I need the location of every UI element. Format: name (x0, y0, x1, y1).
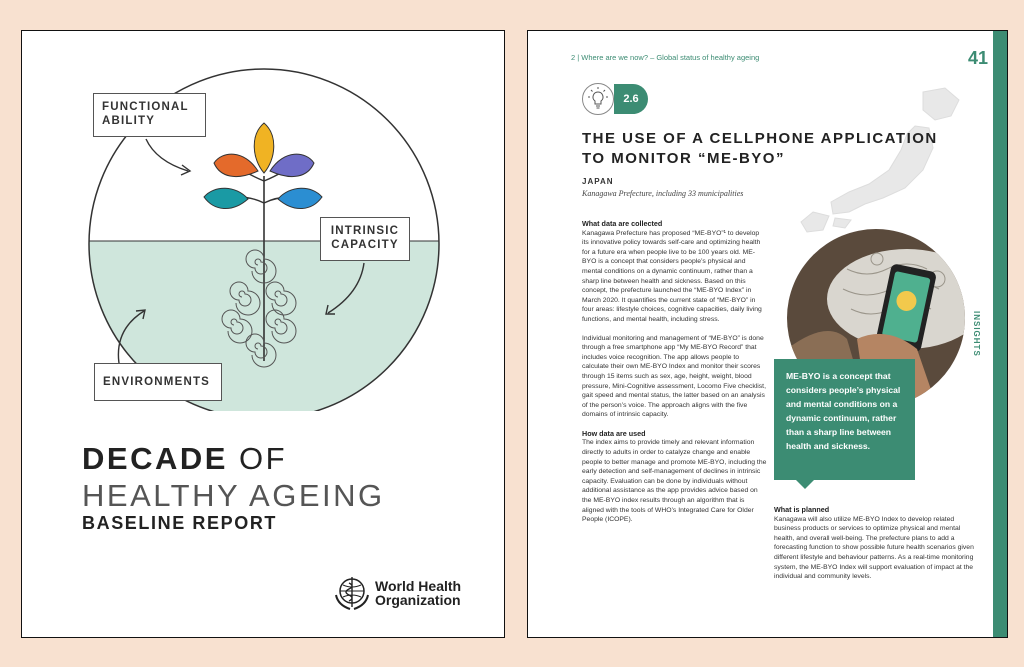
left-column (582, 219, 767, 534)
petal-purple (270, 154, 314, 176)
title-of: OF (239, 441, 288, 476)
right-column (774, 505, 974, 591)
intrinsic-capacity-label: INTRINSIC CAPACITY (320, 217, 410, 261)
title-line-1 (82, 441, 287, 477)
petal-yellow (254, 123, 274, 173)
section-badge: 2.6 (614, 84, 648, 114)
report-cover-page (21, 30, 505, 638)
title-line-2: HEALTHY AGEING (82, 478, 385, 513)
paragraph: Kanagawa will also utilize ME-BYO Index to develop related business products or services to optimize physical and mental health, and overall well-being. The prefecture plans to add a forecasting function to show possible future health scenarios given different lifestyle and behaviour patterns. As a real-time monitoring system, the ME-BYO Index will support evaluation of impact at the individual and community levels. (774, 515, 974, 581)
who-wordmark (375, 579, 461, 607)
functional-ability-label: FUNCTIONAL ABILITY (93, 93, 206, 137)
healthy-ageing-illustration (22, 31, 505, 411)
section-heading-data-collected: What data are collected (582, 219, 663, 228)
paragraph: Individual monitoring and management of “ME-BYO” is done through a free smartphone app “My ME-BYO Record” that includes voice recognition. The app allows people to calculate their own ME-BYO Index and monitor their scores through 15 items such as sex, age, height, weight, blood pressure, Mini-Cognitive assessment, Locomo Five checklist, gait speed and mental status, the latter based on an analysis of the person’s voice. The approach aligns with the five domains of intrinsic capacity. (582, 334, 766, 419)
running-header: 2 | Where are we now? – Global status of healthy ageing (571, 53, 760, 62)
insights-side-label: INSIGHTS (972, 311, 981, 357)
pull-quote: ME-BYO is a concept that considers people’s physical and mental conditions on a dynamic continuum, rather than a sharp line between health and sickness. (774, 359, 915, 480)
section-heading-planned: What is planned (774, 505, 830, 514)
title-decade: DECADE (82, 441, 228, 476)
pull-quote-tail (796, 480, 814, 489)
page-number: 41 (968, 48, 989, 68)
article-title-line-2: TO MONITOR “ME-BYO” (582, 150, 785, 167)
side-accent-bar (993, 31, 1007, 637)
who-emblem-icon (332, 571, 372, 611)
title-line-3: BASELINE REPORT (82, 513, 278, 533)
country-label: JAPAN (582, 177, 614, 186)
petal-teal (204, 188, 248, 208)
petal-blue (278, 188, 322, 208)
article-title (582, 129, 938, 169)
who-line-1: World Health (375, 578, 462, 594)
paragraph: The index aims to provide timely and relevant information directly to adults in order to catalyze change and enable people to better manage and promote ME-BYO, including the early detection and self-management of declines in intrinsic capacity. Evaluation can be done by individuals without additional assistance as the app provides advice based on the ME-BYO index results through an algorithm that is aligned with the tools of WHO’s Integrated Care for Older People (ICOPE). (582, 439, 767, 524)
section-heading-data-used: How data are used (582, 428, 646, 438)
report-inner-page (527, 30, 1008, 638)
paragraph: Kanagawa Prefecture has proposed “ME-BYO”¹ to develop its innovative policy towards self-care and optimizing health for a future era when people live to be 100 years old. ME-BYO is a concept that considers people’s physical and mental conditions on a dynamic continuum, rather than a sharp line between health and sickness. Based on this concept, the prefecture launched the “ME-BYO Index” in March 2020. It quantifies the current state of “ME-BYO” in four areas: lifestyle choices, cognitive capacities, daily living functions, and mental health, including stress. (582, 229, 762, 323)
petal-orange (214, 154, 258, 176)
who-line-2: Organization (375, 592, 461, 608)
article-title-line-1: THE USE OF A CELLPHONE APPLICATION (582, 130, 938, 147)
lightbulb-icon (582, 83, 614, 115)
environments-label: ENVIRONMENTS (94, 363, 222, 401)
region-label: Kanagawa Prefecture, including 33 municipalities (582, 189, 744, 198)
